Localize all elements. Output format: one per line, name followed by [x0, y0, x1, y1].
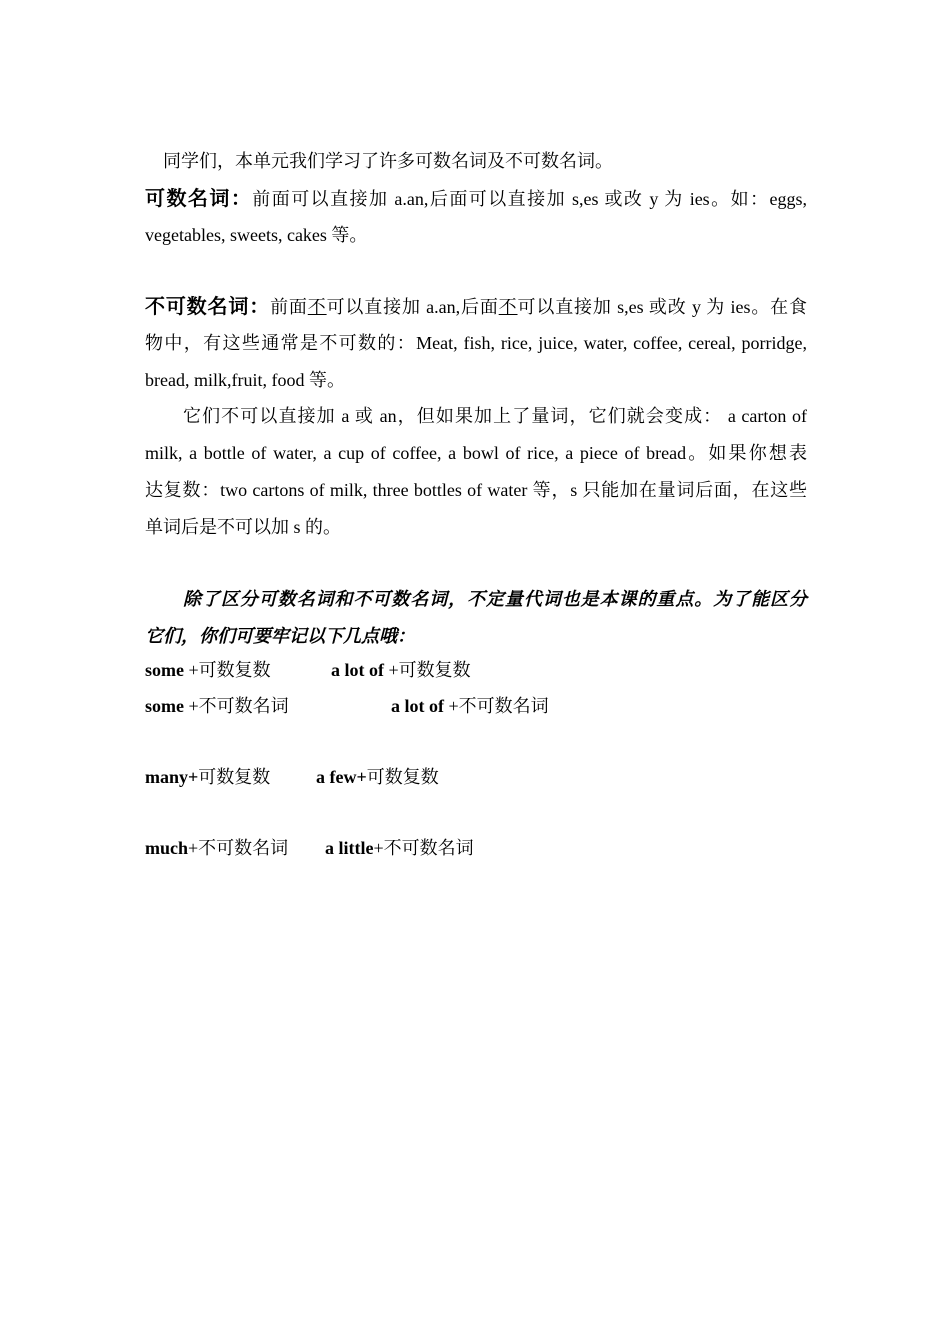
emphasis-line-1: 除了区分可数名词和不可数名词，不定量代词也是本课的重点。为了能区分: [183, 589, 807, 609]
rule-text: +不可数名词: [188, 838, 289, 858]
rule-word: some: [145, 696, 184, 716]
measure-paragraph-line-3: 达复数：two cartons of milk, three bottles of water 等，s 只能加在量词后面，在这些: [145, 480, 807, 500]
rule-text: +不可数名词: [444, 696, 549, 716]
rule-row: [145, 656, 807, 684]
rule-text: +可数复数: [184, 660, 271, 680]
uncountable-text-c: 可以直接加 s,es 或改 y 为 ies。在食: [517, 297, 808, 317]
measure-paragraph-line-1: 它们不可以直接加 a 或 an，但如果加上了量词，它们就会变成： a carton of: [183, 406, 807, 426]
countable-text-1: 前面可以直接加 a.an,后面可以直接加 s,es 或改 y 为 ies。如：eggs,: [252, 189, 807, 209]
rule-row: [145, 692, 807, 720]
rule-text: 可数复数: [198, 767, 271, 787]
intro-line: 同学们，本单元我们学习了许多可数名词及不可数名词。: [163, 151, 613, 171]
rule-text: +不可数名词: [184, 696, 289, 716]
rule-row: [145, 834, 807, 862]
uncountable-heading: 不可数名词：: [145, 294, 271, 318]
rule-text: 可数复数: [366, 767, 439, 787]
rule-word: many+: [145, 767, 199, 787]
countable-heading: 可数名词：: [145, 186, 253, 210]
uncountable-text-b: 可以直接加 a.an,后面: [326, 297, 499, 317]
measure-paragraph-line-2: milk, a bottle of water, a cup of coffee, a bowl of rice, a piece of bread。如果你想表: [145, 443, 807, 463]
rule-text: +可数复数: [384, 660, 471, 680]
underlined-negation-2: 不: [498, 297, 518, 317]
measure-paragraph-line-4: 单词后是不可以加 s 的。: [145, 517, 342, 537]
rule-word: a lot of: [391, 696, 444, 716]
underlined-negation-1: 不: [307, 297, 327, 317]
uncountable-text-a: 前面: [270, 297, 308, 317]
uncountable-paragraph-line-2: 物中，有这些通常是不可数的：Meat, fish, rice, juice, water, coffee, cereal, porridge,: [145, 333, 807, 353]
rule-word: a few+: [316, 767, 367, 787]
rule-word: a lot of: [331, 660, 384, 680]
uncountable-paragraph-line-1: [145, 292, 807, 320]
rule-word: much: [145, 838, 189, 858]
rule-word: some: [145, 660, 184, 680]
rule-text: +不可数名词: [373, 838, 474, 858]
countable-paragraph-line-2: vegetables, sweets, cakes 等。: [145, 225, 368, 245]
uncountable-paragraph-line-3: bread, milk,fruit, food 等。: [145, 370, 345, 390]
rule-word: a little: [325, 838, 374, 858]
emphasis-line-2: 它们，你们可要牢记以下几点哦：: [145, 626, 415, 646]
rule-row: [145, 763, 807, 791]
countable-paragraph-line-1: [145, 184, 807, 212]
